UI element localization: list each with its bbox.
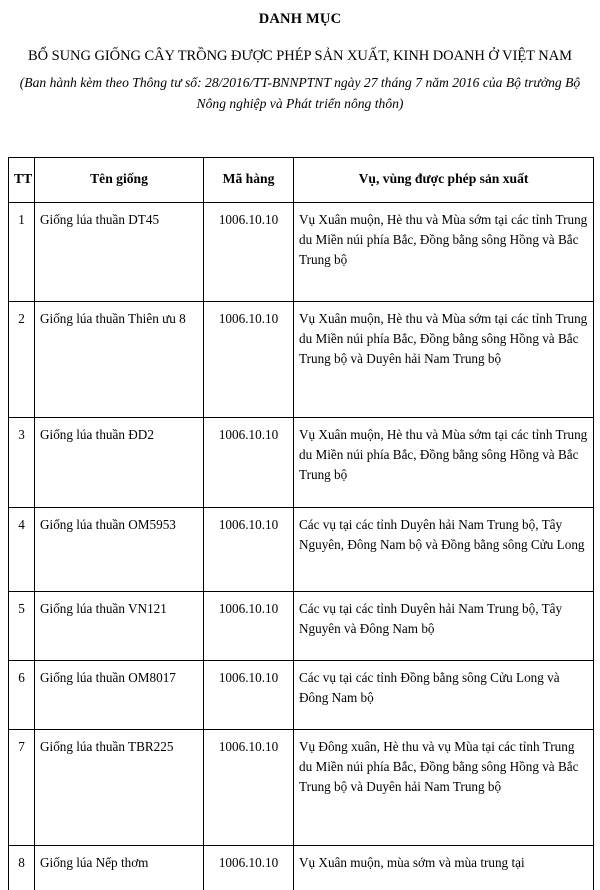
cell-order-number: 8 [9, 845, 35, 890]
table-row [9, 845, 594, 890]
cell-variety-name: Giống lúa thuần OM8017 [35, 660, 204, 729]
cell-season-region: Vụ Xuân muộn, Hè thu và Mùa sớm tại các tỉnh Trung du Miền núi phía Bắc, Đồng bằng sông Hồng và Bắc Trung bộ và Duyên hải Nam Trung bộ [294, 301, 594, 417]
cell-order-number: 3 [9, 417, 35, 507]
cell-product-code: 1006.10.10 [204, 845, 294, 890]
column-header-code: Mã hàng [204, 158, 294, 203]
table-header-row [9, 158, 594, 203]
table-row [9, 729, 594, 845]
page-title: BỔ SUNG GIỐNG CÂY TRỒNG ĐƯỢC PHÉP SẢN XUẤT, KINH DOANH Ở VIỆT NAM [28, 48, 572, 65]
cell-variety-name: Giống lúa Nếp thơm [35, 845, 204, 890]
document-subtitle: (Ban hành kèm theo Thông tư số: 28/2016/TT-BNNPTNT ngày 27 tháng 7 năm 2016 của Bộ trưởng Bộ Nông nghiệp và Phát triển nông thôn) [19, 74, 581, 112]
varieties-table-container [8, 157, 593, 890]
cell-variety-name: Giống lúa thuần OM5953 [35, 507, 204, 591]
cell-order-number: 7 [9, 729, 35, 845]
cell-product-code: 1006.10.10 [204, 301, 294, 417]
table-row [9, 301, 594, 417]
cell-order-number: 4 [9, 507, 35, 591]
table-row [9, 591, 594, 660]
cell-product-code: 1006.10.10 [204, 417, 294, 507]
column-header-tt: TT [9, 158, 35, 203]
document-header [0, 11, 600, 115]
cell-variety-name: Giống lúa thuần Thiên ưu 8 [35, 301, 204, 417]
table-header [9, 158, 594, 203]
cell-variety-name: Giống lúa thuần ĐD2 [35, 417, 204, 507]
cell-product-code: 1006.10.10 [204, 202, 294, 301]
varieties-table [8, 157, 594, 890]
cell-season-region: Vụ Xuân muộn, Hè thu và Mùa sớm tại các tỉnh Trung du Miền núi phía Bắc, Đồng bằng sông Hồng và Bắc Trung bộ [294, 417, 594, 507]
cell-order-number: 2 [9, 301, 35, 417]
cell-season-region: Các vụ tại các tỉnh Duyên hải Nam Trung bộ, Tây Nguyên, Đông Nam bộ và Đồng bằng sông Cửu Long [294, 507, 594, 591]
cell-season-region: Các vụ tại các tỉnh Đồng bằng sông Cửu Long và Đông Nam bộ [294, 660, 594, 729]
cell-season-region: Các vụ tại các tỉnh Duyên hải Nam Trung bộ, Tây Nguyên và Đông Nam bộ [294, 591, 594, 660]
cell-season-region: Vụ Xuân muộn, mùa sớm và mùa trung tại [294, 845, 594, 890]
cell-season-region: Vụ Đông xuân, Hè thu và vụ Mùa tại các tỉnh Trung du Miền núi phía Bắc, Đồng bằng sông Hồng và Bắc Trung bộ và Duyên hải Nam Trung bộ [294, 729, 594, 845]
table-body [9, 202, 594, 890]
cell-variety-name: Giống lúa thuần TBR225 [35, 729, 204, 845]
cell-product-code: 1006.10.10 [204, 660, 294, 729]
cell-product-code: 1006.10.10 [204, 591, 294, 660]
cell-order-number: 1 [9, 202, 35, 301]
cell-order-number: 6 [9, 660, 35, 729]
cell-season-region: Vụ Xuân muộn, Hè thu và Mùa sớm tại các tỉnh Trung du Miền núi phía Bắc, Đồng bằng sông Hồng và Bắc Trung bộ [294, 202, 594, 301]
table-row [9, 417, 594, 507]
table-row [9, 660, 594, 729]
column-header-desc: Vụ, vùng được phép sản xuất [294, 158, 594, 203]
document-kicker: DANH MỤC [258, 11, 342, 27]
column-header-name: Tên giống [35, 158, 204, 203]
table-row [9, 507, 594, 591]
cell-product-code: 1006.10.10 [204, 507, 294, 591]
cell-variety-name: Giống lúa thuần VN121 [35, 591, 204, 660]
table-row [9, 202, 594, 301]
cell-variety-name: Giống lúa thuần DT45 [35, 202, 204, 301]
cell-product-code: 1006.10.10 [204, 729, 294, 845]
cell-order-number: 5 [9, 591, 35, 660]
